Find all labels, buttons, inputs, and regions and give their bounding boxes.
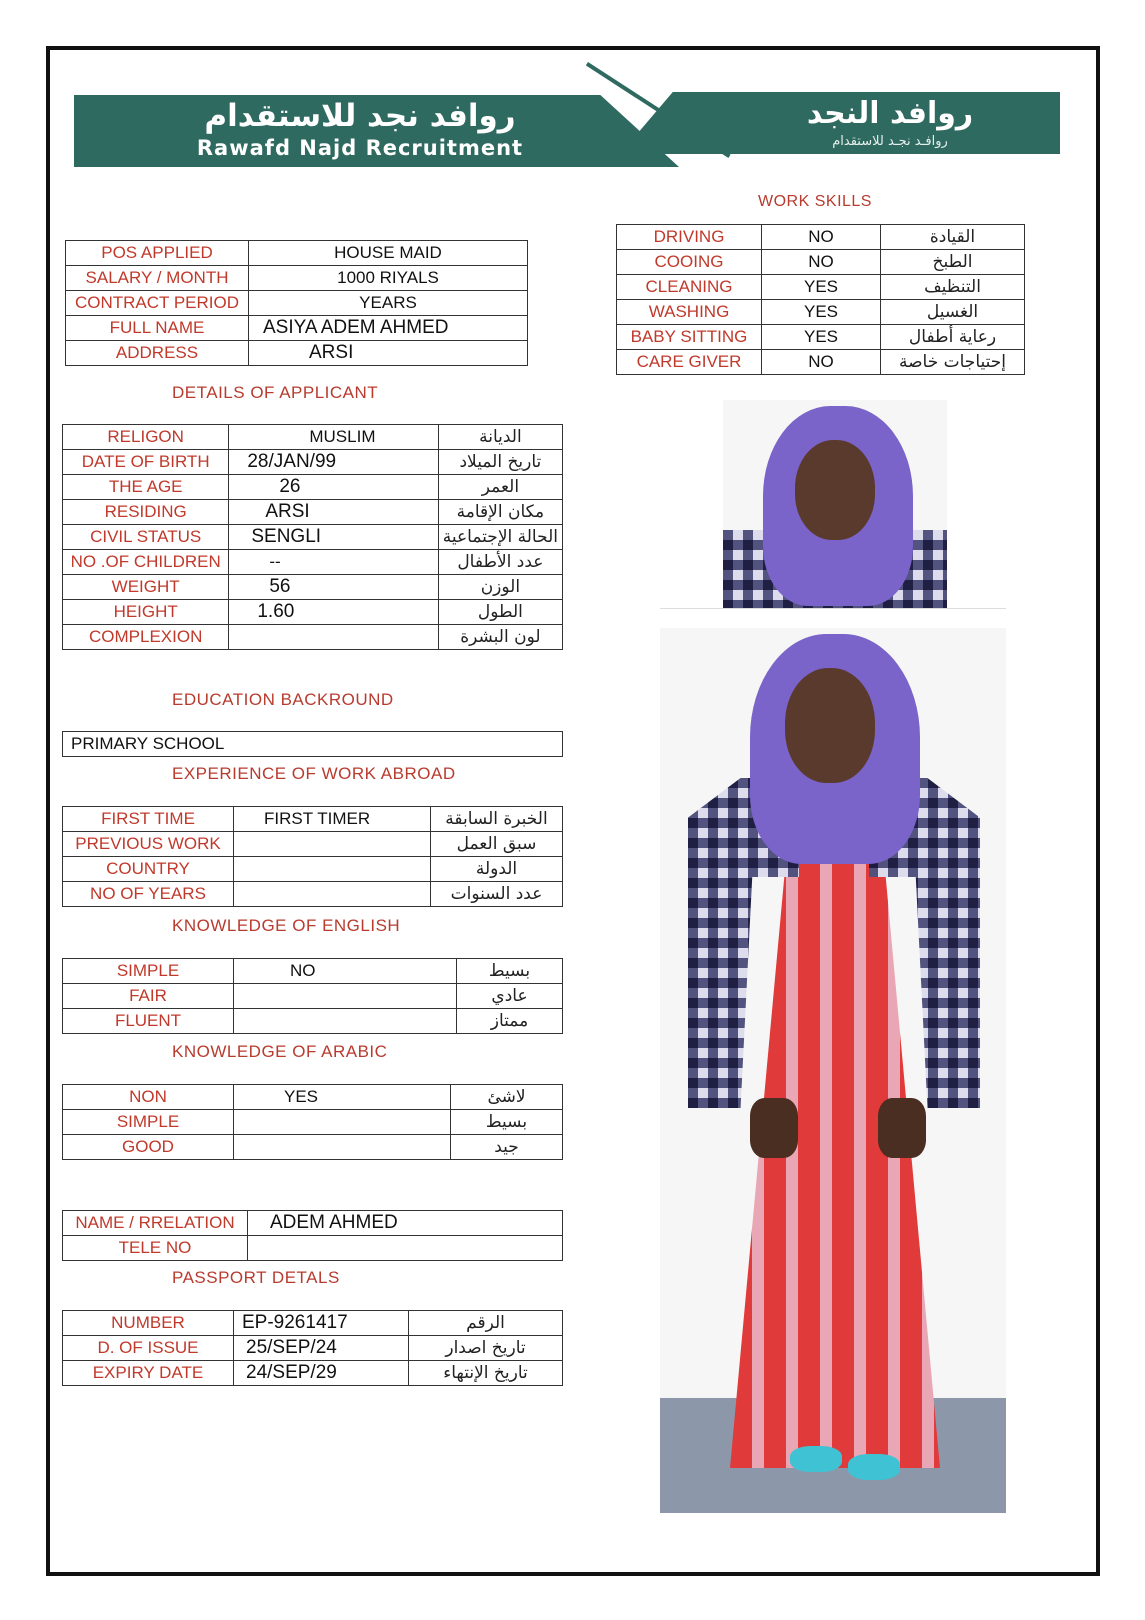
table-row: [63, 525, 563, 550]
row-value: 1000 RIYALS: [249, 266, 528, 291]
relation-table: [62, 1210, 563, 1261]
row-value: [234, 1135, 451, 1160]
row-label: NON: [63, 1085, 234, 1110]
english-table: [62, 958, 563, 1034]
row-value: [234, 984, 457, 1009]
arabic-table: [62, 1084, 563, 1160]
row-label-arabic: عدد السنوات: [431, 882, 563, 907]
row-label-arabic: تاريخ الميلاد: [438, 450, 562, 475]
row-label: NUMBER: [63, 1311, 234, 1336]
table-row: [66, 291, 528, 316]
row-value: [234, 1009, 457, 1034]
row-label: FLUENT: [63, 1009, 234, 1034]
table-row: [617, 300, 1025, 325]
row-value: [248, 1236, 563, 1261]
row-label-arabic: الطول: [438, 600, 562, 625]
skill-label: CLEANING: [617, 275, 762, 300]
table-row: [63, 1336, 563, 1361]
row-value: 25/SEP/24: [234, 1336, 409, 1361]
row-label: SIMPLE: [63, 1110, 234, 1135]
table-row: [617, 350, 1025, 375]
row-value: YES: [234, 1085, 451, 1110]
table-row: [63, 625, 563, 650]
skill-label: BABY SITTING: [617, 325, 762, 350]
row-label: WEIGHT: [63, 575, 229, 600]
table-row: [63, 732, 563, 757]
row-label: NO OF YEARS: [63, 882, 234, 907]
table-row: [63, 450, 563, 475]
table-row: [66, 316, 528, 341]
table-row: [63, 959, 563, 984]
row-label: COMPLEXION: [63, 625, 229, 650]
full-body-photo: [660, 628, 1006, 1513]
table-row: [63, 984, 563, 1009]
table-row: [63, 807, 563, 832]
row-label-arabic: الحالة الإجتماعية: [438, 525, 562, 550]
row-label-arabic: العمر: [438, 475, 562, 500]
row-label-arabic: تاريخ اصدار: [409, 1336, 563, 1361]
section-title-experience: EXPERIENCE OF WORK ABROAD: [172, 764, 456, 783]
row-label-arabic: لاشئ: [451, 1085, 563, 1110]
table-row: [63, 575, 563, 600]
table-row: [63, 1361, 563, 1386]
table-row: [63, 882, 563, 907]
row-label-arabic: الرقم: [409, 1311, 563, 1336]
row-label: EXPIRY DATE: [63, 1361, 234, 1386]
experience-table: [62, 806, 563, 907]
skill-label: COOING: [617, 250, 762, 275]
table-row: [617, 250, 1025, 275]
row-label: TELE NO: [63, 1236, 248, 1261]
row-label: FAIR: [63, 984, 234, 1009]
table-row: [63, 425, 563, 450]
row-label-arabic: لون البشرة: [438, 625, 562, 650]
row-label: DATE OF BIRTH: [63, 450, 229, 475]
row-value: FIRST TIMER: [234, 807, 431, 832]
row-value: ARSI: [249, 341, 528, 366]
work-skills-table: [616, 224, 1025, 375]
row-label: NAME / RRELATION: [63, 1211, 248, 1236]
skill-value: YES: [762, 300, 881, 325]
company-logo: روافد النجد: [806, 96, 974, 131]
skill-value: NO: [762, 250, 881, 275]
row-label: POS APPLIED: [66, 241, 249, 266]
row-value: ADEM AHMED: [248, 1211, 563, 1236]
skill-label-arabic: رعاية أطفال: [881, 325, 1025, 350]
section-title-details: DETAILS OF APPLICANT: [172, 383, 379, 402]
table-row: [63, 1009, 563, 1034]
row-label: COUNTRY: [63, 857, 234, 882]
skill-label-arabic: إحتياجات خاصة: [881, 350, 1025, 375]
row-value: ARSI: [229, 500, 438, 525]
photo-divider: [660, 608, 1006, 609]
table-row: [63, 1135, 563, 1160]
row-label-arabic: الديانة: [438, 425, 562, 450]
passport-table: [62, 1310, 563, 1386]
table-row: [63, 600, 563, 625]
row-value: SENGLI: [229, 525, 438, 550]
skill-label: CARE GIVER: [617, 350, 762, 375]
row-label: HEIGHT: [63, 600, 229, 625]
row-value: 56: [229, 575, 438, 600]
skill-label: DRIVING: [617, 225, 762, 250]
row-label: ADDRESS: [66, 341, 249, 366]
brand-name-arabic: روافد نجد للاستقدام: [204, 98, 516, 134]
row-value: EP-9261417: [234, 1311, 409, 1336]
skill-label-arabic: الطبخ: [881, 250, 1025, 275]
row-value: 28/JAN/99: [229, 450, 438, 475]
row-label: CONTRACT PERIOD: [66, 291, 249, 316]
row-value: --: [229, 550, 438, 575]
row-value: 24/SEP/29: [234, 1361, 409, 1386]
table-row: [617, 275, 1025, 300]
row-label: PREVIOUS WORK: [63, 832, 234, 857]
row-label: CIVIL STATUS: [63, 525, 229, 550]
row-label: FULL NAME: [66, 316, 249, 341]
row-value: [229, 625, 438, 650]
row-label-arabic: ممتاز: [457, 1009, 563, 1034]
row-label-arabic: تاريخ الإنتهاء: [409, 1361, 563, 1386]
skill-value: YES: [762, 275, 881, 300]
table-row: [63, 1110, 563, 1135]
table-row: [63, 500, 563, 525]
row-label: GOOD: [63, 1135, 234, 1160]
education-table: [62, 731, 563, 757]
row-label-arabic: بسيط: [457, 959, 563, 984]
row-label-arabic: عدد الأطفال: [438, 550, 562, 575]
row-value: [234, 1110, 451, 1135]
section-title-education: EDUCATION BACKROUND: [172, 690, 394, 709]
education-value: PRIMARY SCHOOL: [63, 732, 563, 757]
skill-label-arabic: القيادة: [881, 225, 1025, 250]
section-title-arabic: KNOWLEDGE OF ARABIC: [172, 1042, 388, 1061]
section-title-passport: PASSPORT DETALS: [172, 1268, 340, 1287]
section-title-english: KNOWLEDGE OF ENGLISH: [172, 916, 401, 935]
table-row: [617, 225, 1025, 250]
table-row: [63, 1085, 563, 1110]
row-value: 1.60: [229, 600, 438, 625]
row-label: SALARY / MONTH: [66, 266, 249, 291]
row-label: RESIDING: [63, 500, 229, 525]
skill-value: YES: [762, 325, 881, 350]
row-label-arabic: الخبرة السابقة: [431, 807, 563, 832]
row-value: NO: [234, 959, 457, 984]
details-table: [62, 424, 563, 650]
table-row: [63, 857, 563, 882]
table-row: [63, 832, 563, 857]
row-label-arabic: بسيط: [451, 1110, 563, 1135]
brand-name-english: Rawafd Najd Recruitment: [196, 136, 524, 160]
application-table: [65, 240, 528, 366]
row-value: YEARS: [249, 291, 528, 316]
skill-value: NO: [762, 350, 881, 375]
company-logo-subtitle: روافـد نجـد للاستقدام: [832, 134, 948, 149]
row-label: RELIGON: [63, 425, 229, 450]
table-row: [66, 341, 528, 366]
skill-label-arabic: الغسيل: [881, 300, 1025, 325]
table-row: [63, 1211, 563, 1236]
table-row: [63, 1311, 563, 1336]
row-label: FIRST TIME: [63, 807, 234, 832]
row-label: NO .OF CHILDREN: [63, 550, 229, 575]
table-row: [63, 475, 563, 500]
row-label: D. OF ISSUE: [63, 1336, 234, 1361]
row-label-arabic: مكان الإقامة: [438, 500, 562, 525]
row-label-arabic: جيد: [451, 1135, 563, 1160]
row-value: 26: [229, 475, 438, 500]
row-value: ASIYA ADEM AHMED: [249, 316, 528, 341]
row-value: [234, 857, 431, 882]
row-label: THE AGE: [63, 475, 229, 500]
row-value: [234, 882, 431, 907]
row-value: MUSLIM: [229, 425, 438, 450]
row-label: SIMPLE: [63, 959, 234, 984]
row-label-arabic: سبق العمل: [431, 832, 563, 857]
table-row: [63, 550, 563, 575]
section-title-work-skills: WORK SKILLS: [758, 193, 872, 210]
skill-label: WASHING: [617, 300, 762, 325]
table-row: [63, 1236, 563, 1261]
row-label-arabic: عادي: [457, 984, 563, 1009]
headshot-photo: [723, 400, 947, 608]
row-label-arabic: الوزن: [438, 575, 562, 600]
row-label-arabic: الدولة: [431, 857, 563, 882]
skill-label-arabic: التنظيف: [881, 275, 1025, 300]
table-row: [617, 325, 1025, 350]
row-value: HOUSE MAID: [249, 241, 528, 266]
row-value: [234, 832, 431, 857]
skill-value: NO: [762, 225, 881, 250]
table-row: [66, 241, 528, 266]
table-row: [66, 266, 528, 291]
